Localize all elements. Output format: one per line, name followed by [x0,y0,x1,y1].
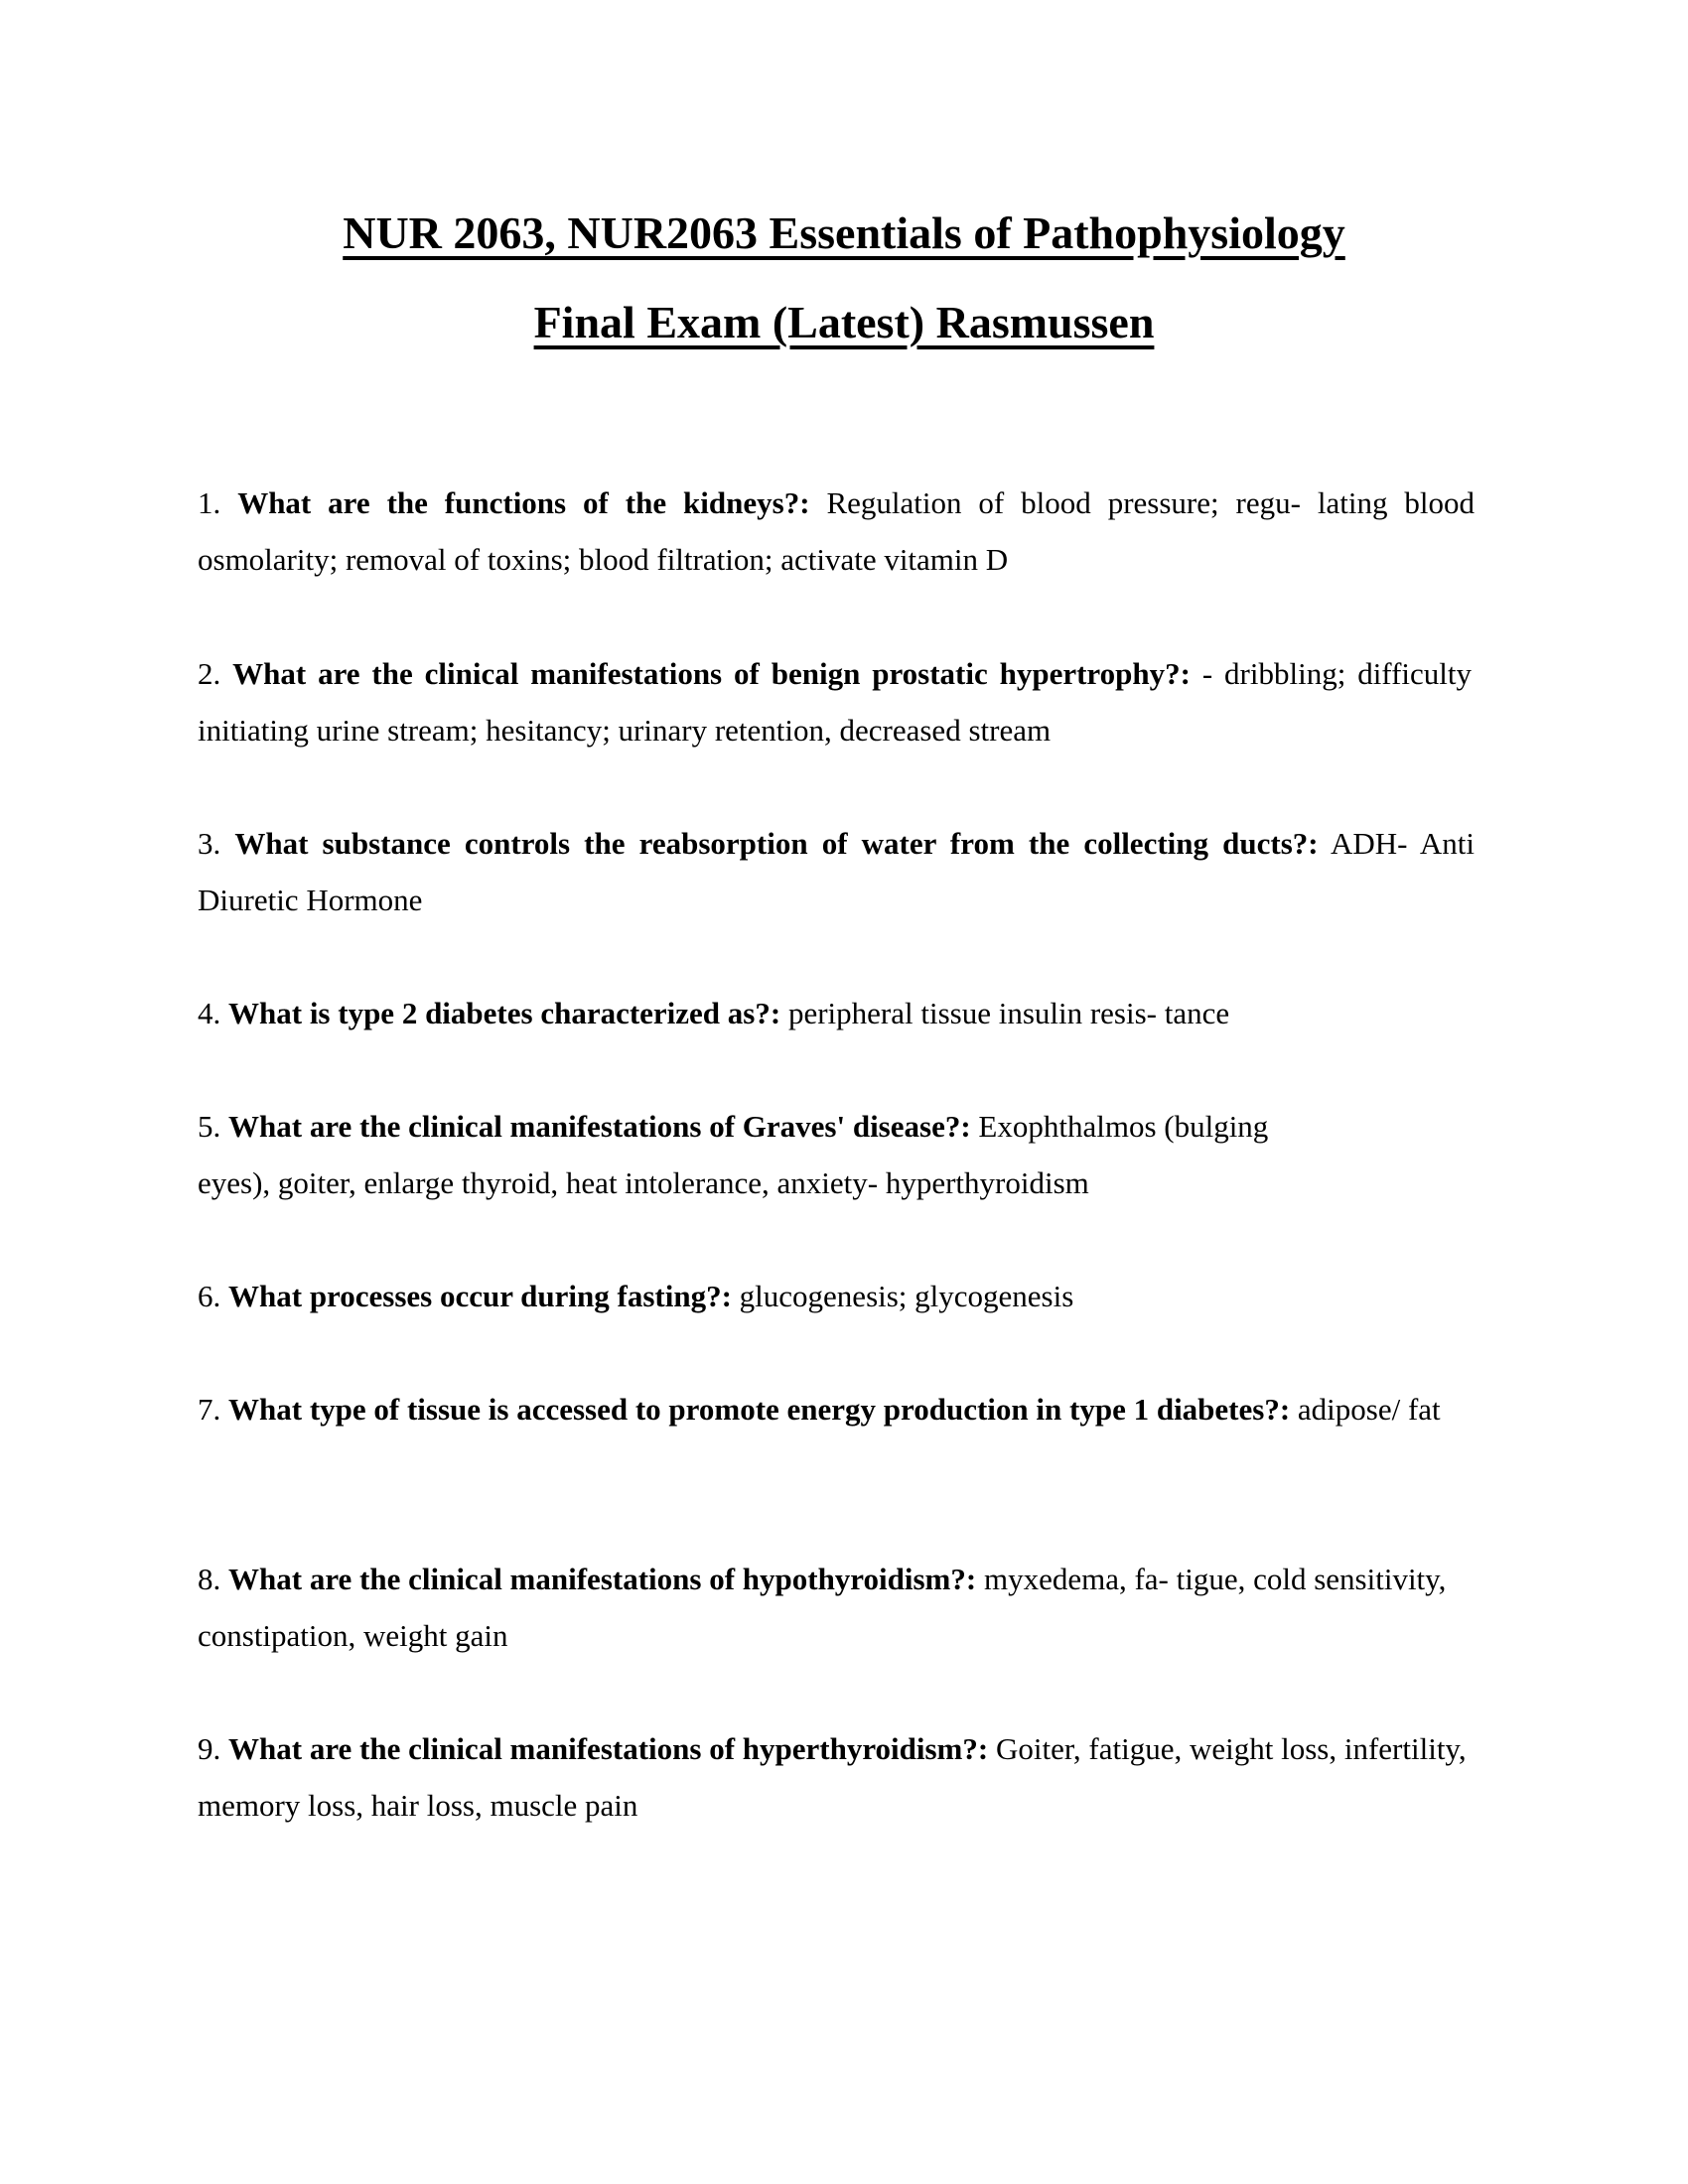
question-text: What are the clinical manifestations of hypothyroidism?: [228,1562,977,1596]
question-text: What type of tissue is accessed to promote energy production in type 1 diabetes?: [228,1392,1291,1427]
qa-item-8 [198,1551,1475,1664]
question-number: 2. [198,656,221,691]
qa-item-4 [198,985,1475,1041]
question-number: 6. [198,1279,221,1313]
qa-item-2 [198,645,1472,758]
question-text: What substance controls the reabsorption of water from the collecting ducts?: [234,826,1319,861]
question-text: What processes occur during fasting?: [228,1279,732,1313]
document-title-line-2: Final Exam (Latest) Rasmussen [533,297,1155,347]
answer-text: - dribbling; difficulty initiating urine stream; hesitancy; urinary retention, decreased stream [198,656,1472,748]
question-number: 7. [198,1392,221,1427]
answer-text: myxedema, fa- tigue, cold sensitivity, constipation, weight gain [198,1562,1447,1653]
qa-item-5 [198,1098,1290,1211]
document-title-line-1: NUR 2063, NUR2063 Essentials of Pathophysiology [343,207,1345,258]
qa-item-7 [198,1381,1475,1437]
question-number: 1. [198,485,221,520]
qa-item-6 [198,1268,1475,1324]
question-text: What are the functions of the kidneys?: [237,485,810,520]
answer-text: ADH- Anti Diuretic Hormone [198,826,1476,917]
question-number: 9. [198,1731,221,1766]
answer-text: Regulation of blood pressure; regu- lating blood osmolarity; removal of toxins; blood filtration; activate vitamin D [198,485,1476,577]
question-text: What is type 2 diabetes characterized as?: [228,996,781,1030]
question-text: What are the clinical manifestations of Graves' disease?: [228,1109,971,1144]
question-number: 8. [198,1562,221,1596]
qa-item-9 [198,1720,1475,1834]
question-text: What are the clinical manifestations of benign prostatic hypertrophy?: [232,656,1191,691]
qa-item-1 [198,475,1475,588]
question-text: What are the clinical manifestations of hyperthyroidism?: [228,1731,989,1766]
qa-item-3 [198,815,1475,928]
question-number: 5. [198,1109,221,1144]
answer-text: Exophthalmos (bulging eyes), goiter, enlarge thyroid, heat intolerance, anxiety- hyperthyroidism [198,1109,1269,1200]
question-number: 3. [198,826,221,861]
answer-text: adipose/ fat [1297,1392,1441,1427]
question-number: 4. [198,996,221,1030]
answer-text: Goiter, fatigue, weight loss, infertility, memory loss, hair loss, muscle pain [198,1731,1467,1823]
answer-text: peripheral tissue insulin resis- tance [787,996,1230,1030]
answer-text: glucogenesis; glycogenesis [739,1279,1074,1313]
